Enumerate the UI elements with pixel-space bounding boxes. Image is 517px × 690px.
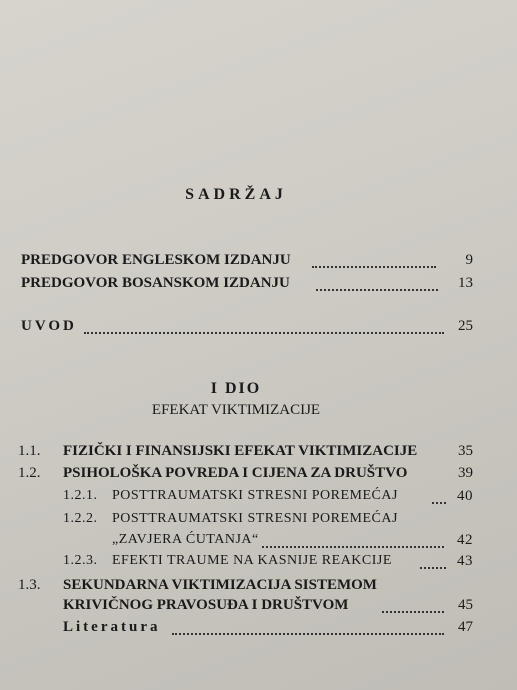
- toc-entry-label-line2: „ZAVJERA ĆUTANJA“: [112, 532, 259, 547]
- toc-entry-literature[interactable]: [0, 619, 517, 641]
- toc-page-number: 42: [457, 532, 473, 548]
- toc-entry-label: Literatura: [63, 619, 161, 635]
- toc-entry-introduction[interactable]: [0, 318, 517, 340]
- toc-page-number: 35: [458, 443, 473, 459]
- toc-entry-1-2-1[interactable]: [0, 488, 517, 510]
- section-number: 1.3.: [18, 577, 41, 593]
- toc-entry-1-2-2-cont[interactable]: [0, 532, 517, 554]
- toc-entry-label-line1: SEKUNDARNA VIKTIMIZACIJA SISTEMOM: [63, 577, 377, 593]
- toc-page-number: 25: [458, 318, 473, 334]
- leader-dots: [420, 567, 446, 569]
- toc-entry-label: FIZIČKI I FINANSIJSKI EFEKAT VIKTIMIZACIJE: [63, 443, 418, 459]
- toc-entry-1-2[interactable]: [0, 465, 517, 487]
- leader-dots: [316, 289, 438, 291]
- toc-entry-1-1[interactable]: [0, 443, 517, 465]
- leader-dots: [172, 633, 444, 635]
- toc-entry-label: PSIHOLOŠKA POVREDA I CIJENA ZA DRUŠTVO: [63, 465, 408, 481]
- toc-page-number: 39: [458, 465, 473, 481]
- toc-page-number: 13: [458, 275, 473, 291]
- section-number: 1.1.: [18, 443, 41, 459]
- part-number: I DIO: [210, 380, 262, 397]
- section-number: 1.2.3.: [63, 553, 98, 568]
- toc-entry-1-2-2[interactable]: [0, 511, 517, 533]
- toc-title: SADRŽAJ: [185, 186, 287, 203]
- toc-page-number: 47: [458, 619, 473, 635]
- toc-entry-label: UVOD: [21, 318, 77, 334]
- toc-entry-label: PREDGOVOR BOSANSKOM IZDANJU: [21, 275, 290, 291]
- leader-dots: [432, 502, 446, 504]
- leader-dots: [262, 546, 444, 548]
- section-number: 1.2.2.: [63, 511, 98, 526]
- toc-entry-preface-bosnian[interactable]: [0, 275, 517, 297]
- leader-dots: [84, 332, 444, 334]
- toc-entry-preface-english[interactable]: [0, 252, 517, 274]
- toc-entry-label-line1: POSTTRAUMATSKI STRESNI POREMEĆAJ: [112, 511, 398, 526]
- toc-page-number: 40: [457, 488, 473, 504]
- toc-page-number: 43: [457, 553, 473, 569]
- toc-entry-label: EFEKTI TRAUME NA KASNIJE REAKCIJE: [112, 553, 392, 568]
- toc-entry-1-3-cont[interactable]: [0, 597, 517, 619]
- leader-dots: [382, 611, 444, 613]
- toc-entry-label-line2: KRIVIČNOG PRAVOSUĐA I DRUŠTVOM: [63, 597, 349, 613]
- section-number: 1.2.1.: [63, 488, 98, 503]
- section-number: 1.2.: [18, 465, 41, 481]
- toc-entry-label: POSTTRAUMATSKI STRESNI POREMEĆAJ: [112, 488, 398, 503]
- toc-page-number: 45: [458, 597, 473, 613]
- leader-dots: [312, 266, 436, 268]
- toc-entry-1-3[interactable]: [0, 577, 517, 599]
- toc-entry-1-2-3[interactable]: [0, 553, 517, 575]
- part-name: EFEKAT VIKTIMIZACIJE: [151, 402, 321, 418]
- toc-page-number: 9: [465, 252, 473, 268]
- toc-entry-label: PREDGOVOR ENGLESKOM IZDANJU: [21, 252, 291, 268]
